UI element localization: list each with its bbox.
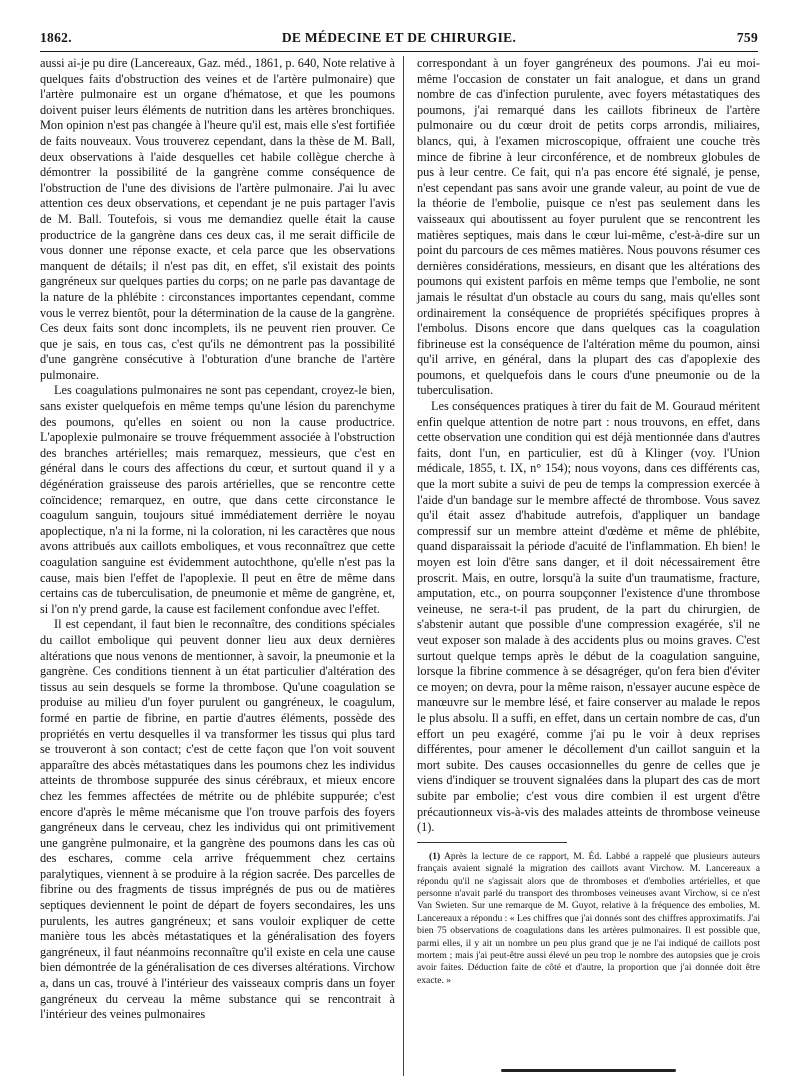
end-ornament-line xyxy=(501,1069,676,1072)
footnote xyxy=(417,851,760,987)
left-paragraph-2: Les coagulations pulmonaires ne sont pas cependant, croyez-le bien, sans exister quelquefois en même temps qu'une lésion du parenchyme des poumons, qu'elles en soient ou non la cause productrice. L'apoplexie pulmonaire se trouve fréquemment associée à l'obstruction des branches artérielles; mais remarquez, messieurs, que c'est en général dans le cours des affections du cœur, et surtout quand il y a dégénération graisseuse des parois artérielles, que se rencontre cette coïncidence; remarquez, en outre, que dans cette circonstance le coagulum sanguin, toujours situé immédiatement derrière le noyau apoplectique, n'a ni la forme, ni la coloration, ni les caractères que nous avons attribués aux caillots emboliques, et vous reconnaîtrez que cette coagulation sanguine est évidemment autochthone, qu'elle n'est pas la cause, mais bien l'effet de l'apoplexie. Il peut en être de même dans certains cas de tuberculisation, de pneumonie et même de gangrène, et, si l'on n'y prend garde, la cause est facilement confondue avec l'effet. xyxy=(40,383,395,616)
left-column xyxy=(40,56,395,1023)
left-paragraph-3: Il est cependant, il faut bien le reconnaître, des conditions spéciales du caillot embolique qui peuvent donner lieu aux deux dernières altérations que nous venons de mentionner, à savoir, la pneumonie et la gangrène. Ces conditions tiennent à un état particulier d'altération des tissus au sein desquels se forme la thrombose. Qu'une coagulation se produise au milieu d'un foyer purulent ou gangréneux, le coagulum, formé en partie de fibrine, en partie d'autres éléments, possède des propriétés en vertu desquelles il va transformer les tissus qui plus tard se trouveront à son contact; c'est de cette façon que l'on voit souvent apparaître des abcès métastatiques dans les poumons chez les individus atteints de thrombose suppurée des sinus cérébraux, et mieux encore chez les femmes affectées de métrite ou de phlébite suppurée; c'est encore d'après le même mécanisme que l'on trouve parfois des foyers gangréneux dans le cerveau, chez les individus qui ont primitivement une gangrène pulmonaire, et la gangrène des poumons dans les cas où des eschares, comme cela arrive fréquemment chez certains paralytiques, viennent à se produire à la région sacrée. Des parcelles de fibrine ou des fragments de tissus imprégnés de pus ou de matières septiques deviennent le point de départ de foyers secondaires, les uns purulents, les autres gangréneux; et sans vouloir expliquer de cette manière tous les abcès métastatiques et la généralisation des foyers gangréneux, il faut néanmoins reconnaître qu'il existe en cela une cause bien démontrée de la généralisation de ces diverses altérations. Virchow a, dans un cas, trouvé à l'intérieur des vaisseaux compris dans un foyer gangréneux du cerveau la même substance qui se rencontrait à l'intérieur des veines pulmonaires xyxy=(40,617,395,1022)
footnote-rule xyxy=(417,842,567,843)
header-page-number: 759 xyxy=(736,30,758,45)
footnote-mark: (1) xyxy=(429,850,441,862)
running-header xyxy=(40,30,758,50)
footnote-text: Après la lecture de ce rapport, M. Éd. Labbé a rappelé que plusieurs auteurs français avaient signalé la migration des caillots avant Virchow. M. Lancereaux a répondu qu'il ne s'agissait alors que de thromboses et d'embolies artérielles, et que personne n'avait parlé du transport des thromboses veineuses avant Virchow, si ce n'est Van Swieten. Sur une remarque de M. Guyot, relative à la fréquence des embolies, M. Lancereaux a répondu : « Les chiffres que j'ai donnés sont des chiffres approximatifs. J'ai bien 75 observations de coagulations dans les artères pulmonaires. Il est possible que, parmi elles, il y ait un nombre un peu plus grand que je ne l'ai indiqué de caillots post mortem ; mais j'ai peut-être aussi élevé un peu trop le nombre des autopsies que je crois avoir faites. Déduction faite de côté et d'autre, la proportion que j'ai donnée doit être exacte. » xyxy=(417,850,760,986)
right-paragraph-2: Les conséquences pratiques à tirer du fait de M. Gouraud méritent enfin quelque attention de notre part : nous trouvons, en effet, dans cette observation une condition qui est déjà mentionnée dans d'autres faits, dont l'un, en particulier, est dû à Klinger (voy. l'Union médicale, 1855, t. IX, n° 154); nous voyons, dans ces différents cas, que la mort subite a suivi de peu de temps la compression exercée à l'aide d'un bandage sur le membre affecté de thrombose. Vous savez qu'il était assez d'habitude autrefois, d'appliquer un bandage compressif sur un membre atteint d'œdème et même de phlébite, quand disparaissait la période d'acuité de l'inflammation. Eh bien! le moyen est loin d'être sans danger, et il doit nécessairement être proscrit. Mais, en outre, lorsqu'à la suite d'un traumatisme, fracture, amputation, etc., on pourra soupçonner l'existence d'une thrombose veineuse, ne sera-t-il pas prudent, de la part du chirurgien, de s'abstenir autant que possible d'une compression exagérée, s'il ne veut exposer son malade à des accidents plus ou moins graves. C'est surtout quelque temps après le début de la coagulation sanguine, lorsque la fibrine commence à se désagréger, qu'on fera bien d'éviter ce moyen; on devra, pour la même raison, n'essayer aucune espèce de manœuvre sur le membre lésé, et faire conserver au malade le repos le plus absolu. Il a suffi, en effet, dans un certain nombre de cas, d'un effort un peu exagéré, comme j'ai pu le voir à deux reprises différentes, pour amener le décollement d'un caillot sanguin et la mort subite. Des causes occasionnelles du genre de celles que je viens d'indiquer se trouvent signalées dans la plupart des cas de mort subite par embolie; c'est vous dire combien il est urgent d'être précautionneux vis-à-vis des malades atteints de thrombose veineuse (1). xyxy=(417,399,760,835)
left-paragraph-1: aussi ai-je pu dire (Lancereaux, Gaz. méd., 1861, p. 640, Note relative à quelques faits d'obstruction des veines et de l'artère pulmonaire) que l'artère pulmonaire est un organe d'hématose, et que les poumons doivent puiser leurs éléments de nutrition dans les artères bronchiques. Mon opinion n'est pas changée à l'heure qu'il est, mais elle s'est fortifiée de faits nouveaux. Vous trouverez cependant, dans la thèse de M. Ball, deux observations à l'aide desquelles cet habile collègue cherche à démontrer la possibilité de la gangrène comme conséquence de l'obstruction de l'une des divisions de l'artère pulmonaire. J'ai lu avec attention ces deux observations, et cependant je ne puis partager l'avis de M. Ball. Toutefois, si vous me demandiez quelle était la cause productrice de la gangrène dans ces deux cas, il me serait difficile de vous donner une réponse exacte, et cela parce que les observations manquent de détails; il n'est pas dit, en effet, s'il existait des points gangréneux sur quelques parties du corps; on ne parle pas davantage de la nature de la phlébite : circonstances importantes cependant, comme vous le verrez bientôt, pour la détermination de la cause de la gangrène. Ces deux faits sont donc incomplets, ils ne peuvent rien prouver. Ce que je sais, en tous cas, c'est qu'ils ne démontrent pas la possibilité d'une gangrène consécutive à l'obturation d'une branche de l'artère pulmonaire. xyxy=(40,56,395,382)
right-paragraph-1: correspondant à un foyer gangréneux des poumons. J'ai eu moi-même l'occasion de constater un fait analogue, et dans un grand nombre de cas d'infection purulente, avec foyers métastatiques des poumons, j'ai remarqué dans les caillots fibrineux de l'artère pulmonaire ou du cœur droit de petits corps arrondis, miliaires, blancs, qui, à l'examen microscopique, offraient une couche très mince de fibrine à leur circonférence, et de nombreux globules de pus à leur centre. Ce fait, qui n'a pas encore été signalé, je pense, n'est cependant pas sans avoir une grande valeur, au point de vue de la théorie de l'embolie, puisque ce n'est pas seulement dans les vaisseaux qui aboutissent au foyer purulent que se rencontrent les matières septiques, mais dans le cœur lui-même, c'est-à-dire sur un point du parcours de ces mêmes matières. Nous pouvons résumer ces dernières considérations, messieurs, en disant que les altérations des poumons qui existent parfois en même temps que l'embolie, ne sont jamais le résultat d'un obstacle au cours du sang, mais qu'elles sont ordinairement la conséquence de propriétés spécifiques propres à l'embolus. Disons encore que dans quelques cas la coagulation fibrineuse est la conséquence de l'altération même du poumon, ainsi qu'il arrive, en général, dans la plupart des cas d'apoplexie des poumons, et quelquefois dans le cours d'une pneumonie ou de la tuberculisation. xyxy=(417,56,760,398)
header-journal-title: DE MÉDECINE ET DE CHIRURGIE. xyxy=(281,30,517,45)
header-year: 1862. xyxy=(40,30,72,45)
right-column xyxy=(417,56,760,1072)
header-rule xyxy=(40,51,758,52)
column-divider xyxy=(403,56,404,1076)
